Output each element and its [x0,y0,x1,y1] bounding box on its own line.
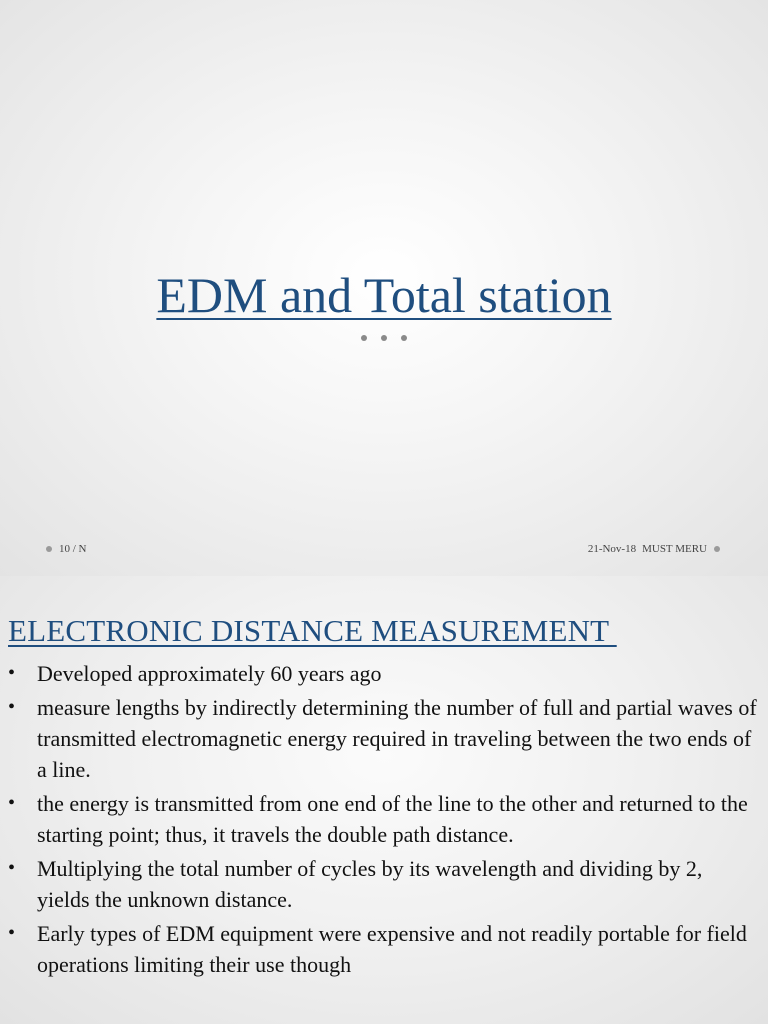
list-item [8,918,760,980]
slide-organization: MUST MERU [642,543,707,555]
list-item [8,692,760,785]
bullet-text: the energy is transmitted from one end of the line to the other and returned to the starting point; thus, it travels the double path distance. [37,791,748,847]
bullet-icon: • [8,792,16,814]
bullet-icon: • [8,857,16,879]
list-item [8,853,760,915]
slide-title: EDM and Total station [156,267,612,323]
slide-footer-left [46,543,87,555]
content-slide [0,576,768,1024]
slide-footer-right [588,543,720,555]
slide-date: 21-Nov-18 [587,543,637,555]
bullet-dot-icon [46,546,52,552]
slide-heading: ELECTRONIC DISTANCE MEASUREMENT [8,613,617,648]
slide-number: 10 / N [59,543,87,555]
bullet-icon: • [8,662,16,684]
bullet-text: Early types of EDM equipment were expensive and not readily portable for field operations limiting their use though [37,921,747,977]
list-item [8,658,760,689]
bullet-list [8,658,760,983]
bullet-dot-icon [714,546,720,552]
bullet-icon: • [8,922,16,944]
bullet-text: measure lengths by indirectly determining the number of full and partial waves of transmitted electromagnetic energy required in traveling between the two ends of a line. [37,695,757,782]
list-item [8,788,760,850]
title-ellipsis-icon [0,328,768,346]
bullet-text: Developed approximately 60 years ago [37,661,382,686]
bullet-text: Multiplying the total number of cycles by its wavelength and dividing by 2, yields the unknown distance. [37,856,703,912]
bullet-icon: • [8,696,16,718]
